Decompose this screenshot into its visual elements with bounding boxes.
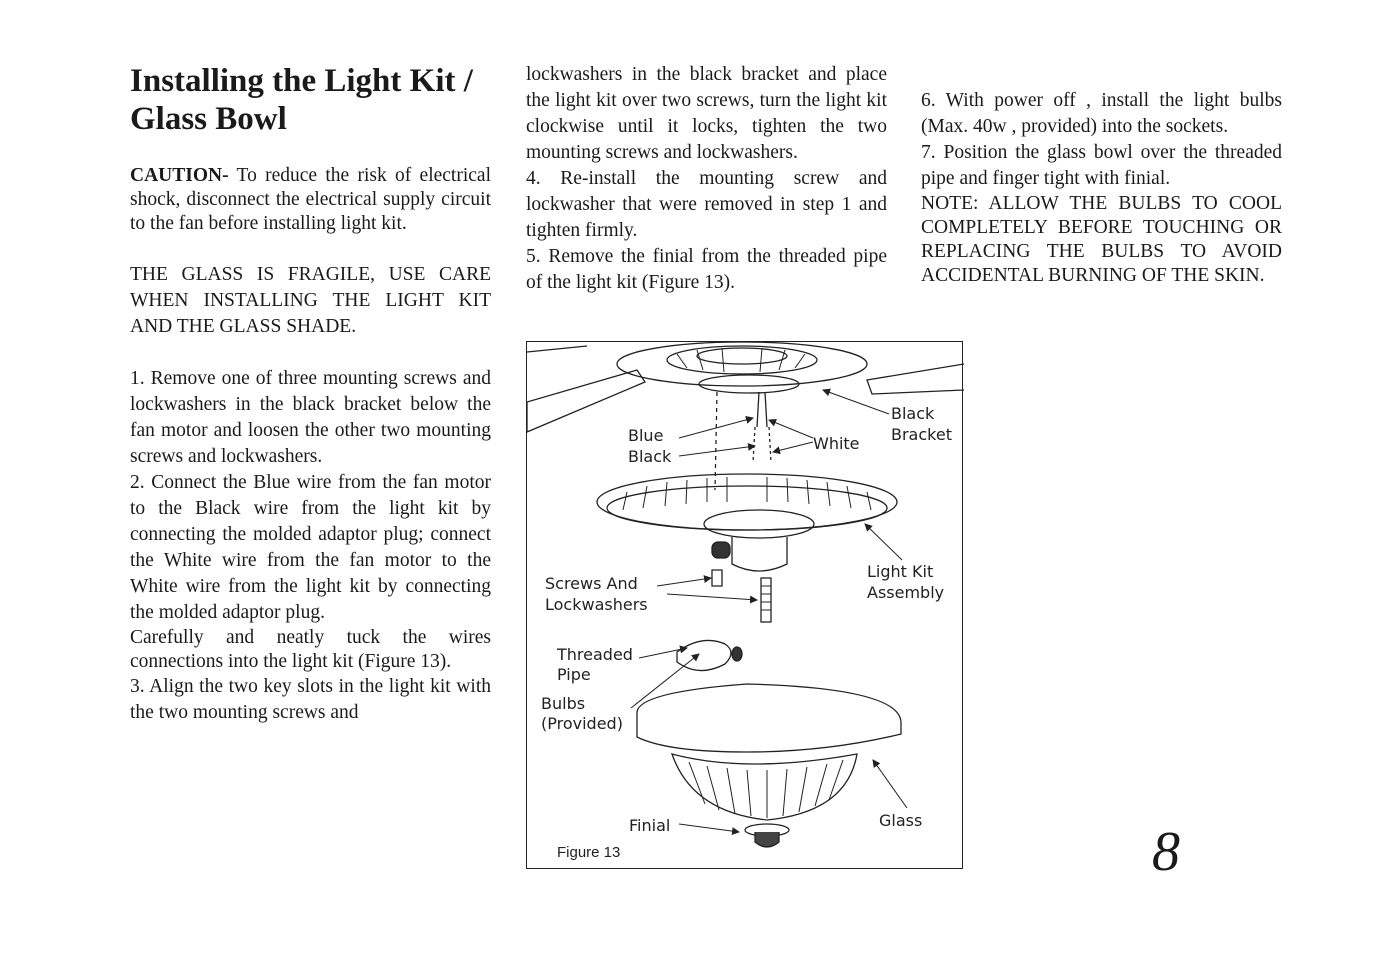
label-threaded-2: Pipe (557, 665, 591, 684)
pull-chain-knob (712, 542, 730, 558)
label-screws-2: Lockwashers (545, 595, 648, 614)
glass-bowl-rim (637, 684, 901, 752)
screw-part (712, 570, 722, 586)
light-kit-plate (597, 474, 897, 530)
step-3-part-2: lockwashers in the black bracket and place the light kit over two screws, turn the light kit clockwise until it locks, tighten the two mounting screws and lockwashers. (526, 64, 887, 163)
step-6: 6. With power off , install the light bulbs (Max. 40w , provided) into the sockets. (921, 90, 1282, 137)
column-middle (526, 62, 887, 296)
note-warning: NOTE: ALLOW THE BULBS TO COOL COMPLETELY BEFORE TOUCHING OR REPLACING THE BULBS TO AVOID ACCIDENTAL BURNING OF THE SKIN. (921, 193, 1282, 286)
page-title: Installing the Light Kit / Glass Bowl (130, 63, 473, 137)
label-screws-1: Screws And (545, 574, 638, 593)
bulb-shape (677, 640, 731, 670)
step-4: 4. Re-install the mounting screw and lockwasher that were removed in step 1 and tighten firmly. (526, 168, 887, 241)
label-white: White (813, 434, 860, 453)
label-finial: Finial (629, 816, 671, 835)
wire-set (757, 392, 767, 427)
label-black-bracket-2: Bracket (891, 425, 952, 444)
step-3-part-1: 3. Align the two key slots in the light kit with the two mounting screws and (130, 676, 491, 723)
step-2: 2. Connect the Blue wire from the fan motor to the Black wire from the light kit by connecting the molded adaptor plug; connect the White wire from the fan motor to the White wire from the light kit by connecting the molded adaptor plug. (130, 472, 491, 623)
black-bracket-shape (699, 375, 799, 393)
label-threaded-1: Threaded (557, 645, 633, 664)
fan-blade-right (867, 364, 964, 394)
label-bulbs-2: (Provided) (541, 714, 623, 733)
caution-label: CAUTION- (130, 165, 229, 186)
tuck-wires-text: Carefully and neatly tuck the wires connections into the light kit (Figure 13). (130, 627, 491, 672)
label-black-bracket-1: Black (891, 404, 935, 423)
step-1: 1. Remove one of three mounting screws and lockwashers in the black bracket below the fan motor and loosen the other two mounting screws and lockwashers. (130, 368, 491, 467)
glass-warning: THE GLASS IS FRAGILE, USE CARE WHEN INSTALLING THE LIGHT KIT AND THE GLASS SHADE. (130, 264, 491, 337)
column-right (921, 88, 1282, 288)
label-light-kit-2: Assembly (867, 583, 945, 602)
light-kit-illustration (527, 342, 964, 870)
figure-caption: Figure 13 (557, 844, 621, 861)
figure-13-diagram (526, 341, 963, 869)
page-number: 8 (1152, 821, 1180, 883)
label-blue: Blue (628, 426, 664, 445)
label-black: Black (628, 447, 672, 466)
label-bulbs-1: Bulbs (541, 694, 586, 713)
caution-text: To reduce the risk of electrical shock, disconnect the electrical supply circuit to the fan before installing light kit. (130, 165, 491, 234)
label-light-kit-1: Light Kit (867, 562, 934, 581)
threaded-pipe (761, 578, 771, 622)
glass-bowl-shape (672, 754, 857, 820)
fan-blade-left (527, 370, 645, 432)
caution-paragraph (130, 164, 491, 236)
step-5: 5. Remove the finial from the threaded pipe of the light kit (Figure 13). (526, 246, 887, 293)
column-left (130, 62, 491, 726)
switch-housing (732, 537, 787, 571)
label-glass: Glass (879, 811, 923, 830)
step-7: 7. Position the glass bowl over the threaded pipe and finger tight with finial. (921, 142, 1282, 189)
